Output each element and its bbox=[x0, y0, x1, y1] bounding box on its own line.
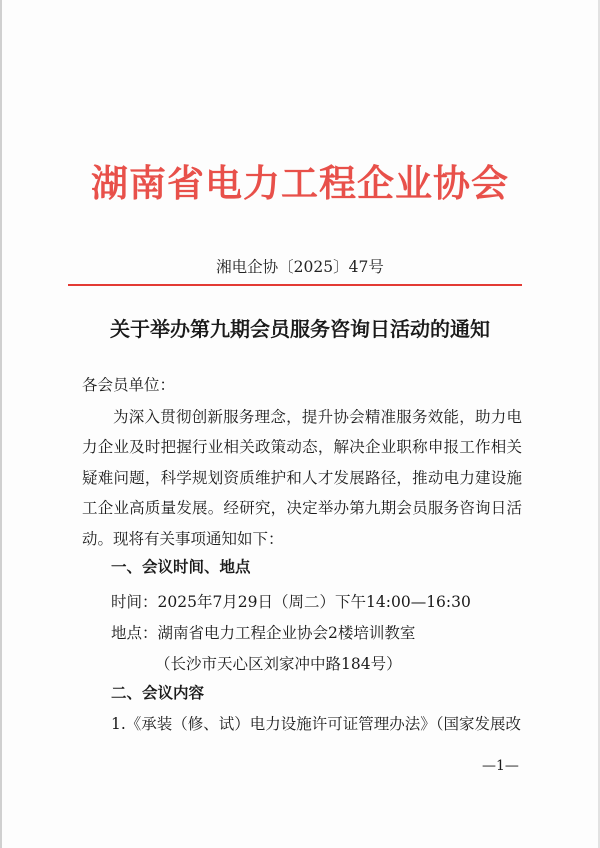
red-divider-line bbox=[68, 284, 522, 286]
content-item-1: 1.《承装（修、试）电力设施许可证管理办法》（国家发展改 bbox=[111, 715, 522, 733]
section-heading-content: 二、会议内容 bbox=[111, 683, 205, 702]
salutation: 各会员单位： bbox=[82, 376, 176, 394]
section-heading-time-place: 一、会议时间、地点 bbox=[111, 557, 251, 576]
page-number: —1— bbox=[482, 758, 519, 774]
meeting-place: 地点：湖南省电力工程企业协会2楼培训教室 bbox=[111, 624, 416, 642]
document-number: 湘电企协〔2025〕47号 bbox=[216, 258, 384, 276]
meeting-time: 时间：2025年7月29日（周二）下午14:00—16:30 bbox=[111, 593, 471, 611]
notice-title: 关于举办第九期会员服务咨询日活动的通知 bbox=[110, 317, 490, 341]
intro-paragraph: 为深入贯彻创新服务理念，提升协会精准服务效能，助力电力企业及时把握行业相关政策动态，解决企业职称申报工作相关疑难问题，科学规划资质维护和人才发展路径，推动电力建设施工企业高质量发展。经研究，决定举办第九期会员服务咨询日活动。现将有关事项通知如下： bbox=[82, 408, 522, 548]
meeting-address: （长沙市天心区刘家冲中路184号） bbox=[155, 655, 402, 673]
page-edge-left bbox=[0, 0, 2, 848]
masthead-title: 湖南省电力工程企业协会 bbox=[91, 161, 509, 205]
